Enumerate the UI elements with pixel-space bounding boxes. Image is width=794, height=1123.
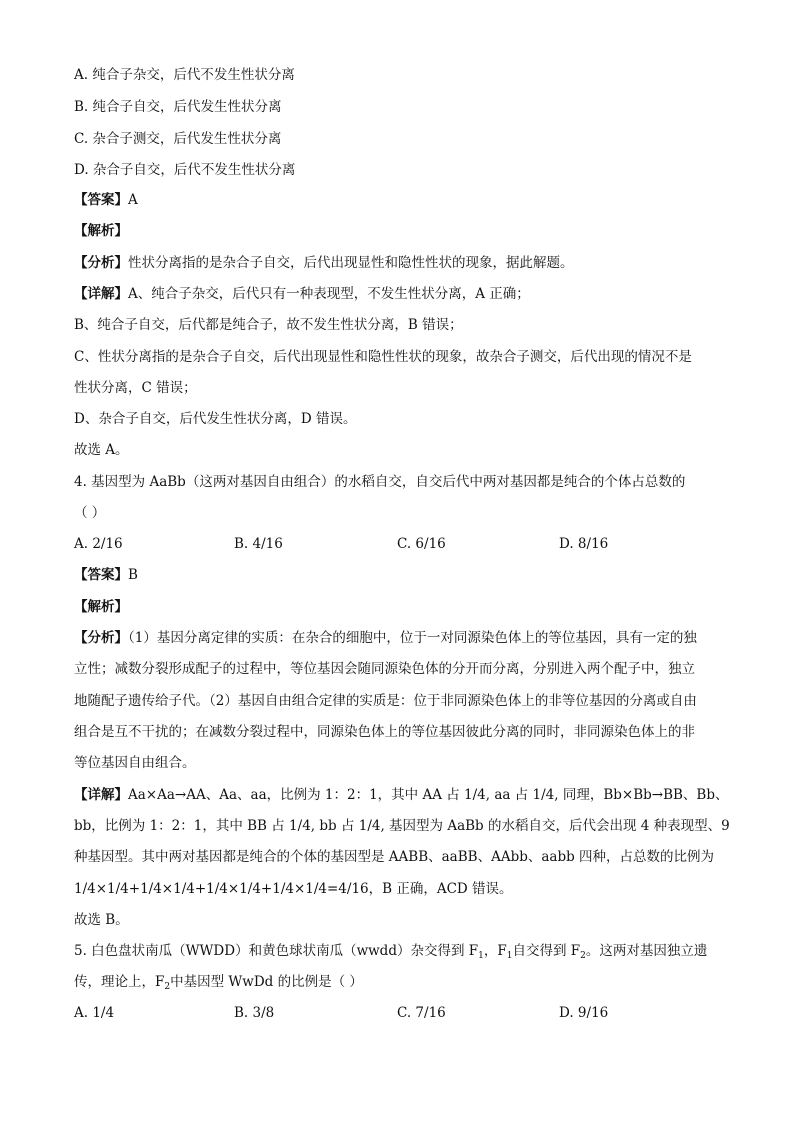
- q3-detail-4: D、杂合子自交，后代发生性状分离，D 错误。: [74, 411, 357, 427]
- q4-detail-3: 种基因型。其中两对基因都是纯合的个体的基因型是 AABB、aaBB、AAbb、aabb 四种，占总数的比例为: [74, 849, 715, 865]
- subscript: 2: [164, 982, 171, 992]
- detail-text: A、纯合子杂交，后代只有一种表现型，不发生性状分离，A 正确；: [128, 286, 530, 302]
- analysis-tag: 【分析】: [74, 630, 128, 646]
- answer-tag: 【答案】: [74, 192, 128, 208]
- subscript: 2: [580, 951, 586, 961]
- subscript: 1: [478, 951, 484, 961]
- q3-analysis: [74, 254, 729, 272]
- q4-stem-2: （ ）: [74, 505, 106, 521]
- q5-option-b: B. 3/8: [234, 1005, 275, 1021]
- q4-option-a: A. 2/16: [74, 536, 123, 552]
- detail-tag: 【详解】: [74, 787, 128, 803]
- q5-stem-text: 自交得到 F: [512, 943, 581, 959]
- q3-detail-3a: C、性状分离指的是杂合子自交，后代出现显性和隐性性状的现象，故杂合子测交，后代出现的情况不是: [74, 349, 692, 365]
- q3-option-b: B. 纯合子自交，后代发生性状分离: [74, 99, 282, 115]
- q4-stem-1: 4. 基因型为 AaBb（这两对基因自由组合）的水稻自交，自交后代中两对基因都是纯合的个体占总数的: [74, 474, 686, 490]
- q3-option-c: C. 杂合子测交，后代发生性状分离: [74, 131, 282, 147]
- analysis-text: 性状分离指的是杂合子自交，后代出现显性和隐性性状的现象，据此解题。: [128, 255, 574, 271]
- q4-conclusion: 故选 B。: [74, 912, 129, 928]
- q4-option-b: B. 4/16: [234, 536, 283, 552]
- q4-analysis-5: 等位基因自由组合。: [74, 755, 196, 771]
- q4-analysis-4: 组合是互不干扰的；在减数分裂过程中，同源染色体上的等位基因彼此分离的同时，非同源染色体上的非: [74, 724, 695, 740]
- q4-detail-2: bb，比例为 1：2：1，其中 BB 占 1/4, bb 占 1/4, 基因型为 AaBb 的水稻自交，后代会出现 4 种表现型、9: [74, 818, 730, 834]
- q5-stem-text: 。这两对基因独立遗: [585, 943, 708, 959]
- answer-value: B: [128, 567, 138, 583]
- q4-analysis-3: 地随配子遗传给子代。（2）基因自由组合定律的实质是：位于非同源染色体上的非等位基因的分离或自由: [74, 693, 697, 709]
- q4-explain-tag: 【解析】: [74, 599, 128, 615]
- q5-stem-text: 传，理论上，F: [74, 974, 165, 990]
- q3-conclusion: 故选 A。: [74, 442, 129, 458]
- q5-stem-text: ，F: [483, 943, 507, 959]
- q5-stem-text: 中基因型 WwDd 的比例是（ ）: [170, 974, 363, 990]
- detail-text: Aa×Aa→AA、Aa、aa，比例为 1：2：1，其中 AA 占 1/4, aa 占 1/4, 同理，Bb×Bb→BB、Bb、: [128, 787, 729, 803]
- q4-detail-1: [74, 786, 729, 804]
- q5-option-d: D. 9/16: [559, 1005, 609, 1021]
- q5-stem-text: 5. 白色盘状南瓜（WWDD）和黄色球状南瓜（wwdd）杂交得到 F: [74, 943, 479, 959]
- q3-option-a: A. 纯合子杂交，后代不发生性状分离: [74, 67, 295, 83]
- q5-stem-1: [74, 942, 729, 960]
- q5-option-c: C. 7/16: [397, 1005, 446, 1021]
- answer-value: A: [128, 192, 138, 208]
- subscript: 1: [506, 951, 513, 961]
- answer-tag: 【答案】: [74, 567, 128, 583]
- q4-detail-4: 1/4×1/4+1/4×1/4+1/4×1/4+1/4×1/4=4/16，B 正确，ACD 错误。: [74, 881, 513, 897]
- q5-stem-2: [74, 973, 729, 991]
- q4-option-d: D. 8/16: [559, 536, 609, 552]
- q4-option-c: C. 6/16: [397, 536, 446, 552]
- q4-analysis-2: 立性；减数分裂形成配子的过程中，等位基因会随同源染色体的分开而分离，分别进入两个配子中，独立: [74, 661, 695, 677]
- q3-detail-2: B、纯合子自交，后代都是纯合子，故不发生性状分离，B 错误；: [74, 317, 463, 333]
- q5-option-a: A. 1/4: [74, 1005, 115, 1021]
- q3-answer: [74, 191, 729, 209]
- q3-detail-1: [74, 285, 729, 303]
- q4-analysis-1: [74, 629, 729, 647]
- q3-option-d: D. 杂合子自交，后代不发生性状分离: [74, 162, 296, 178]
- analysis-tag: 【分析】: [74, 255, 128, 271]
- analysis-text: （1）基因分离定律的实质：在杂合的细胞中，位于一对同源染色体上的等位基因，具有一定的独: [128, 630, 697, 646]
- detail-tag: 【详解】: [74, 286, 128, 302]
- q3-detail-3b: 性状分离，C 错误；: [74, 380, 197, 396]
- q4-answer: [74, 566, 729, 584]
- q3-explain-tag: 【解析】: [74, 223, 128, 239]
